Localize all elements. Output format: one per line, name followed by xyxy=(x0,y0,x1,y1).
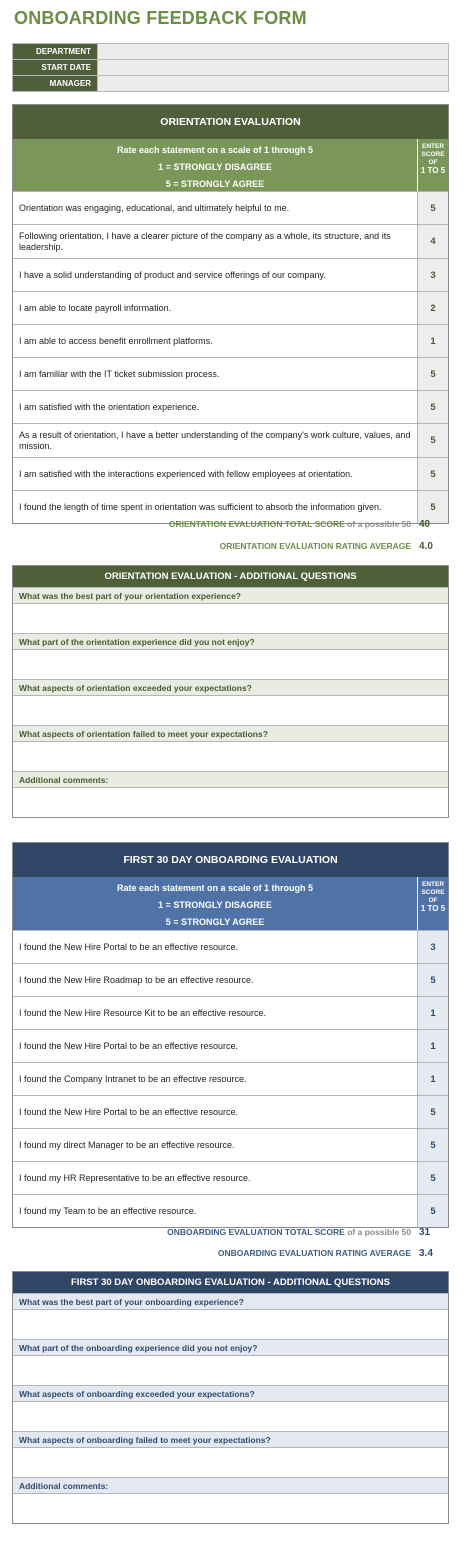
enter-score-header: ENTER SCORE OF 1 TO 5 xyxy=(417,877,448,930)
orientation-total-value: 40 xyxy=(419,519,431,530)
onboarding-total-value: 31 xyxy=(419,1227,431,1238)
question-label: What aspects of orientation failed to meet your expectations? xyxy=(13,725,448,741)
statement-row xyxy=(13,1194,448,1227)
answer-field[interactable] xyxy=(13,603,448,633)
answer-field[interactable] xyxy=(13,695,448,725)
statement-text: I found the New Hire Portal to be an effective resource. xyxy=(19,1040,238,1051)
onboarding-questions-section xyxy=(12,1271,449,1524)
statement-row xyxy=(13,224,448,258)
statement-row xyxy=(13,1161,448,1194)
question-label: What aspects of orientation exceeded your expectations? xyxy=(13,679,448,695)
question-label: What aspects of onboarding exceeded your expectations? xyxy=(13,1385,448,1401)
onboarding-total: ONBOARDING EVALUATION TOTAL SCORE of a possible 50 31 xyxy=(167,1227,449,1238)
statement-row xyxy=(13,357,448,390)
answer-field[interactable] xyxy=(13,1447,448,1477)
question-label: What aspects of onboarding failed to meet your expectations? xyxy=(13,1431,448,1447)
statement-row xyxy=(13,258,448,291)
onboarding-questions-title: FIRST 30 DAY ONBOARDING EVALUATION - ADDITIONAL QUESTIONS xyxy=(13,1272,448,1293)
score-cell[interactable]: 5 xyxy=(417,424,448,457)
score-cell[interactable]: 2 xyxy=(417,292,448,324)
score-cell[interactable]: 5 xyxy=(417,1096,448,1128)
statement-row xyxy=(13,1095,448,1128)
start-date-label: START DATE xyxy=(13,60,98,76)
statement-text: Following orientation, I have a clearer picture of the company as a whole, its structure, and its leadership. xyxy=(19,230,391,252)
manager-label: MANAGER xyxy=(13,76,98,92)
score-cell[interactable]: 1 xyxy=(417,325,448,357)
score-cell[interactable]: 5 xyxy=(417,358,448,390)
scale-disagree: 1 = STRONGLY DISAGREE xyxy=(158,162,272,172)
score-cell[interactable]: 5 xyxy=(417,964,448,996)
statement-row xyxy=(13,1062,448,1095)
statement-text: I found the Company Intranet to be an effective resource. xyxy=(19,1073,247,1084)
statement-text: I found my direct Manager to be an effective resource. xyxy=(19,1139,235,1150)
scale-agree: 5 = STRONGLY AGREE xyxy=(165,179,265,189)
orientation-questions-title: ORIENTATION EVALUATION - ADDITIONAL QUESTIONS xyxy=(13,566,448,587)
onboarding-section-title: FIRST 30 DAY ONBOARDING EVALUATION xyxy=(13,843,448,877)
statement-text: I am able to locate payroll information. xyxy=(19,302,172,313)
question-label: Additional comments: xyxy=(13,1477,448,1493)
statement-text: I am satisfied with the interactions experienced with fellow employees at orientation. xyxy=(19,468,353,479)
score-cell[interactable]: 1 xyxy=(417,997,448,1029)
statement-text: I found the length of time spent in orientation was sufficient to absorb the information given. xyxy=(19,501,382,512)
score-cell[interactable]: 5 xyxy=(417,391,448,423)
score-cell[interactable]: 1 xyxy=(417,1063,448,1095)
answer-field[interactable] xyxy=(13,1401,448,1431)
statement-text: As a result of orientation, I have a better understanding of the company's work culture, values, and mission. xyxy=(19,429,411,451)
answer-field[interactable] xyxy=(13,649,448,679)
statement-row xyxy=(13,930,448,963)
statement-text: I am able to access benefit enrollment platforms. xyxy=(19,335,213,346)
statement-row xyxy=(13,963,448,996)
statement-text: I found my HR Representative to be an effective resource. xyxy=(19,1172,251,1183)
start-date-field[interactable] xyxy=(98,60,449,76)
question-label: What part of the onboarding experience did you not enjoy? xyxy=(13,1339,448,1355)
score-cell[interactable]: 5 xyxy=(417,192,448,224)
statement-text: I found the New Hire Portal to be an effective resource. xyxy=(19,1106,238,1117)
score-cell[interactable]: 3 xyxy=(417,931,448,963)
orientation-questions-section xyxy=(12,565,449,818)
orientation-average-value: 4.0 xyxy=(419,541,433,552)
statement-text: I found my Team to be an effective resource. xyxy=(19,1205,197,1216)
score-cell[interactable]: 5 xyxy=(417,458,448,490)
statement-row xyxy=(13,324,448,357)
statement-row xyxy=(13,390,448,423)
employee-info-table xyxy=(12,43,449,92)
orientation-scale-header xyxy=(13,139,448,191)
onboarding-evaluation-section xyxy=(12,842,449,1228)
answer-field[interactable] xyxy=(13,1309,448,1339)
score-cell[interactable]: 4 xyxy=(417,225,448,258)
onboarding-scale-header xyxy=(13,877,448,930)
score-cell[interactable]: 5 xyxy=(417,1129,448,1161)
statement-row xyxy=(13,423,448,457)
question-label: What part of the orientation experience did you not enjoy? xyxy=(13,633,448,649)
score-cell[interactable]: 5 xyxy=(417,1162,448,1194)
score-cell[interactable]: 1 xyxy=(417,1030,448,1062)
orientation-evaluation-section xyxy=(12,104,449,524)
score-cell[interactable]: 5 xyxy=(417,491,448,523)
score-cell[interactable]: 5 xyxy=(417,1195,448,1227)
department-field[interactable] xyxy=(98,44,449,60)
question-label: What was the best part of your orientation experience? xyxy=(13,587,448,603)
department-label: DEPARTMENT xyxy=(13,44,98,60)
answer-field[interactable] xyxy=(13,741,448,771)
answer-field[interactable] xyxy=(13,787,448,817)
statement-text: I am familiar with the IT ticket submission process. xyxy=(19,368,220,379)
question-label: Additional comments: xyxy=(13,771,448,787)
orientation-section-title: ORIENTATION EVALUATION xyxy=(13,105,448,139)
scale-instruction: Rate each statement on a scale of 1 through 5 xyxy=(116,145,314,155)
statement-row xyxy=(13,996,448,1029)
onboarding-average-value: 3.4 xyxy=(419,1248,433,1259)
onboarding-average: ONBOARDING EVALUATION RATING AVERAGE 3.4 xyxy=(218,1248,449,1259)
statement-text: I am satisfied with the orientation experience. xyxy=(19,401,200,412)
statement-text: Orientation was engaging, educational, and ultimately helpful to me. xyxy=(19,202,290,213)
answer-field[interactable] xyxy=(13,1493,448,1523)
question-label: What was the best part of your onboarding experience? xyxy=(13,1293,448,1309)
statement-text: I found the New Hire Roadmap to be an effective resource. xyxy=(19,974,254,985)
statement-row xyxy=(13,1128,448,1161)
manager-field[interactable] xyxy=(98,76,449,92)
scale-agree: 5 = STRONGLY AGREE xyxy=(165,917,265,927)
statement-row xyxy=(13,457,448,490)
statement-row xyxy=(13,191,448,224)
enter-score-header: ENTER SCORE OF 1 TO 5 xyxy=(417,139,448,191)
statement-text: I found the New Hire Resource Kit to be an effective resource. xyxy=(19,1007,266,1018)
form-title: ONBOARDING FEEDBACK FORM xyxy=(14,8,307,28)
scale-disagree: 1 = STRONGLY DISAGREE xyxy=(158,900,272,910)
statement-text: I found the New Hire Portal to be an effective resource. xyxy=(19,941,238,952)
statement-row xyxy=(13,1029,448,1062)
statement-row xyxy=(13,291,448,324)
orientation-total: ORIENTATION EVALUATION TOTAL SCORE of a possible 50 40 xyxy=(169,519,449,530)
statement-text: I have a solid understanding of product and service offerings of our company. xyxy=(19,269,326,280)
orientation-average: ORIENTATION EVALUATION RATING AVERAGE 4.0 xyxy=(220,541,449,552)
answer-field[interactable] xyxy=(13,1355,448,1385)
scale-instruction: Rate each statement on a scale of 1 through 5 xyxy=(116,883,314,893)
score-cell[interactable]: 3 xyxy=(417,259,448,291)
